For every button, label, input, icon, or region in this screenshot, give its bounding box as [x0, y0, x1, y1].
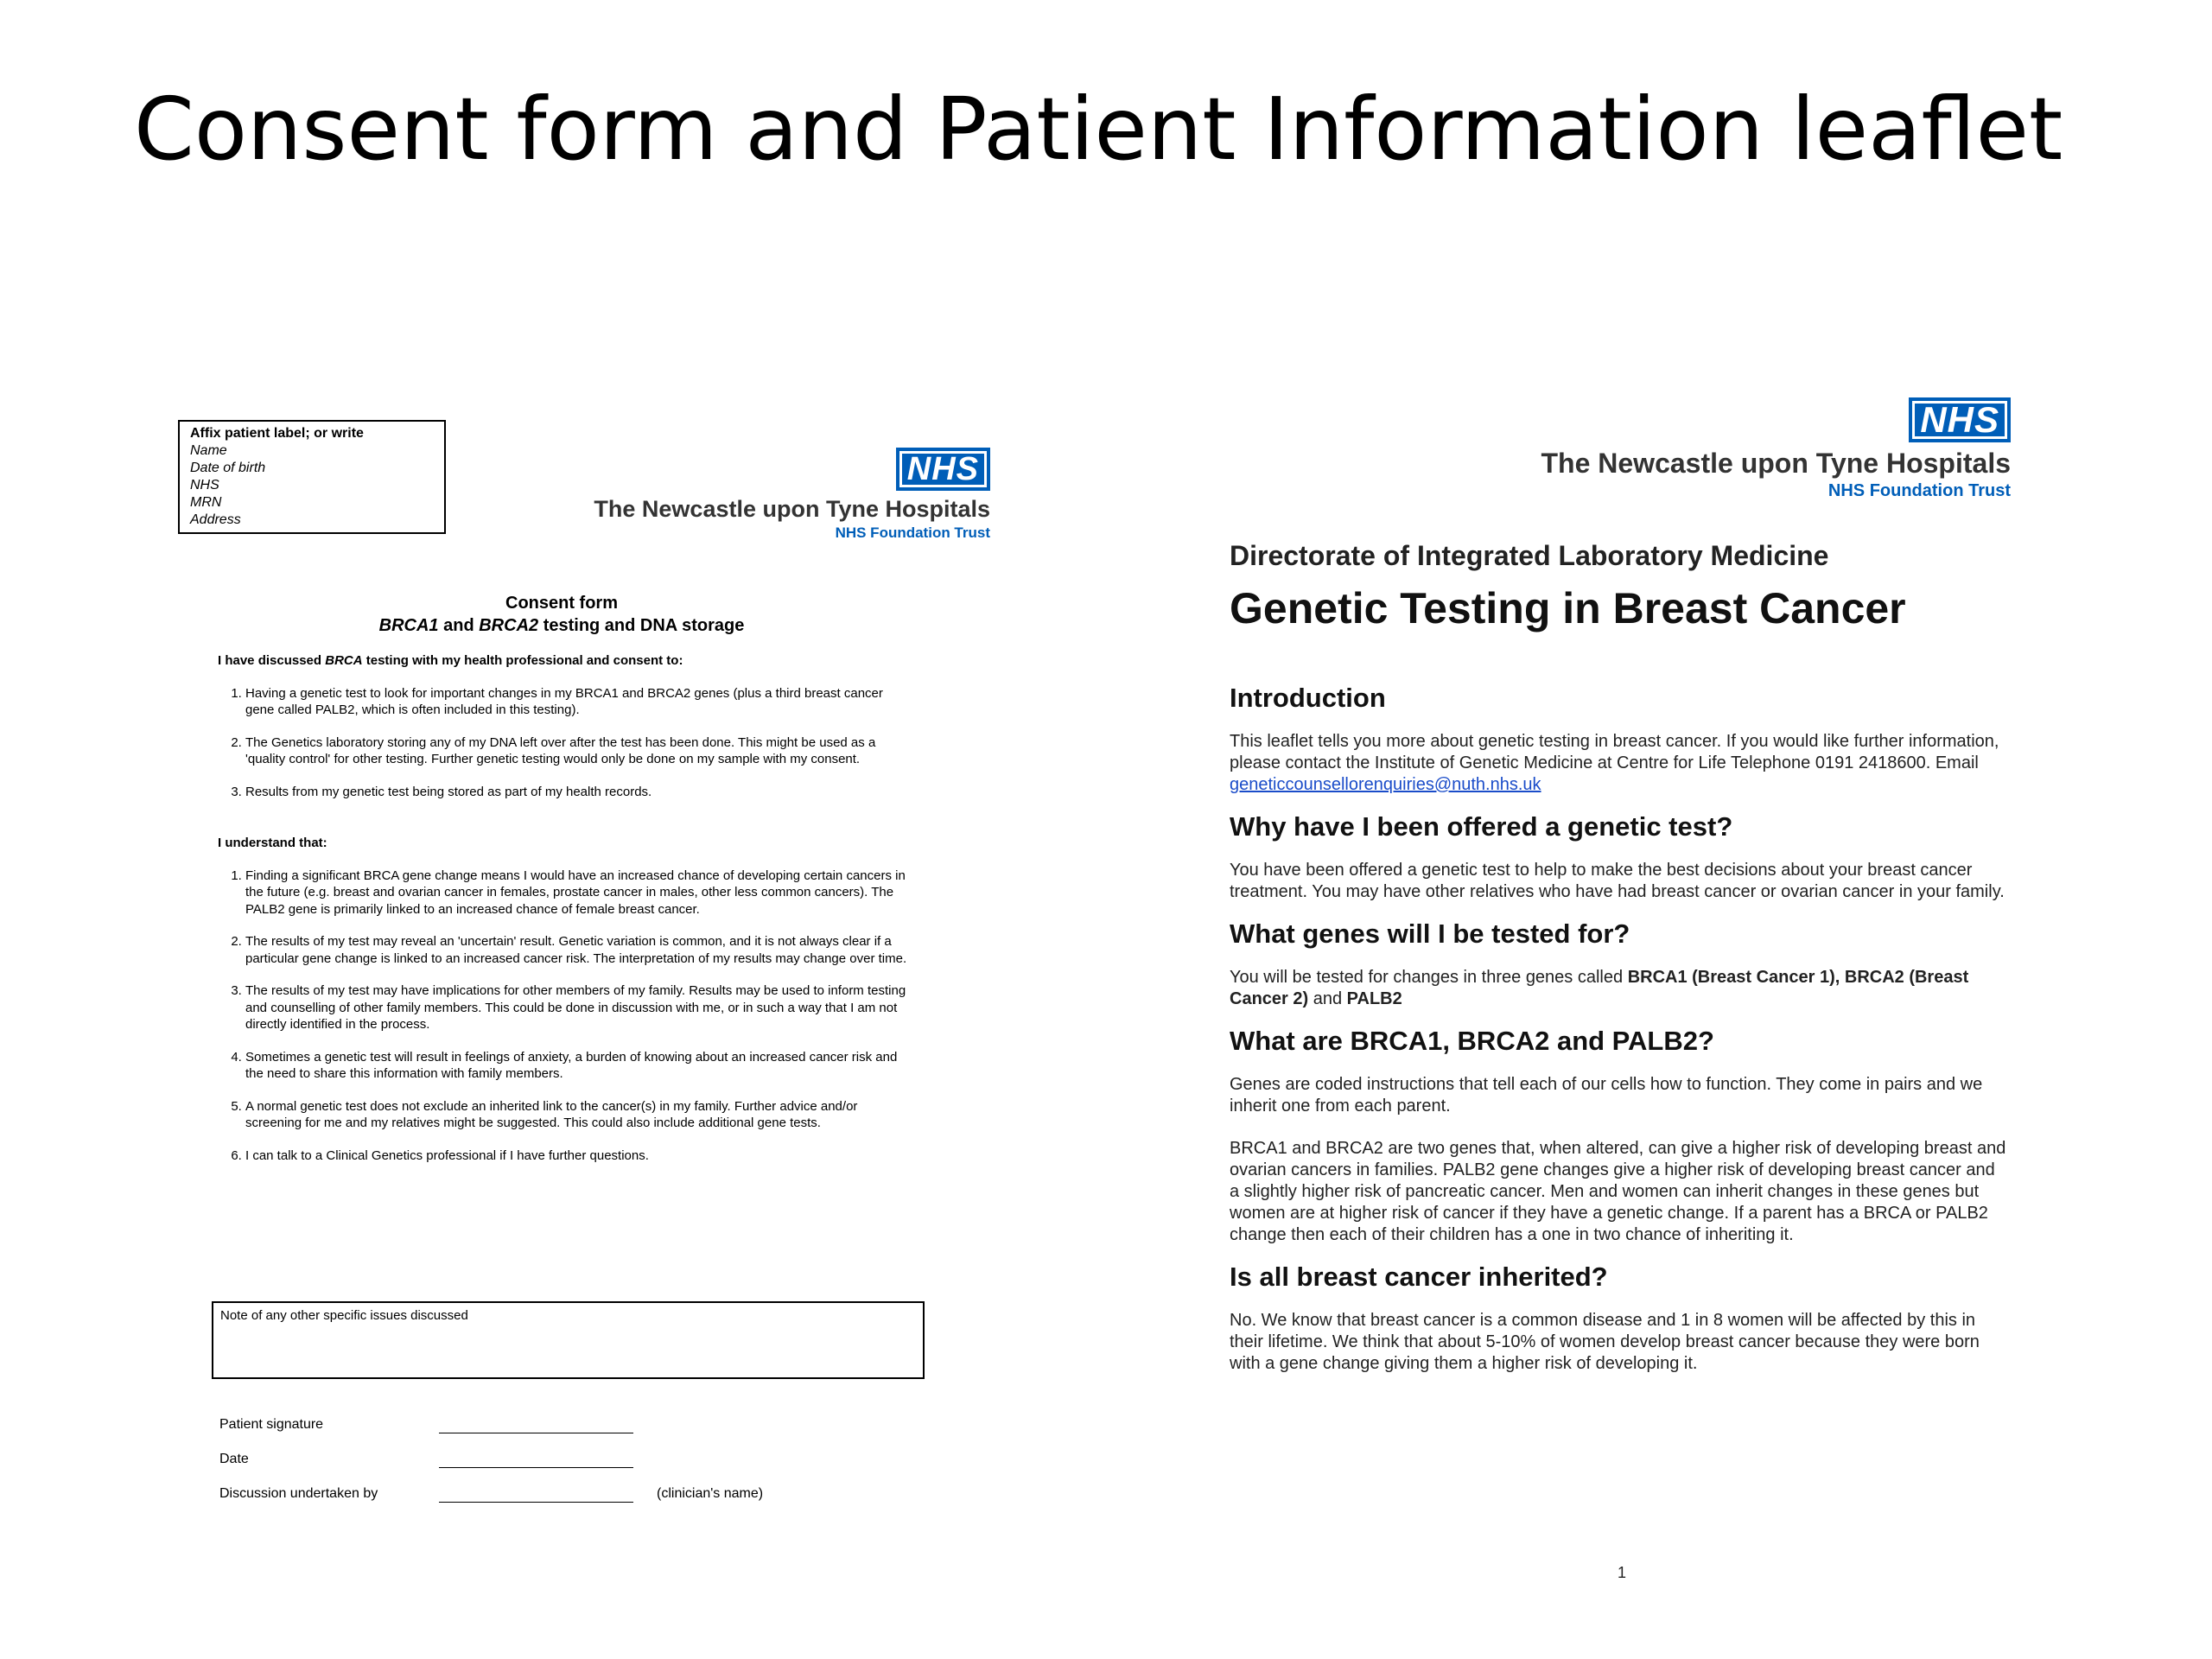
genes-text: You will be tested for changes in three genes called BRCA1 (Breast Cancer 1), BRCA2 (Breast Cancer 2) and PALB2 — [1230, 968, 1969, 1008]
list-item: 2. The Genetics laboratory storing any of my DNA left over after the test has been done. This might be used as a 'quality control' for other testing. Further genetic testing would only be done on my sample with my consent. — [245, 734, 909, 768]
consent-body — [218, 652, 909, 1185]
patient-signature-line[interactable] — [439, 1417, 633, 1433]
what-text-2: BRCA1 and BRCA2 are two genes that, when altered, can give a higher risk of developing breast and ovarian cancers in families. PALB2 gene changes give a higher risk of developing breast cancer and a slightly higher risk of pancreatic cancer. Men and women can inherit changes in these genes but women are at higher risk of cancer if they have a genetic change. If a parent has a BRCA or PALB2 change then each of their children has a one in two chance of inheriting it. — [1230, 1139, 2006, 1244]
what-heading: What are BRCA1, BRCA2 and PALB2? — [1230, 1026, 1714, 1056]
why-text: You have been offered a genetic test to help to make the best decisions about your breast cancer treatment. You may have other relatives who have had breast cancer or ovarian cancer in your family. — [1230, 861, 2005, 901]
leaflet-body — [1230, 683, 2007, 1390]
patient-label-field-name: Name — [190, 443, 227, 458]
patient-label-field-dob: Date of birth — [190, 461, 266, 475]
date-line[interactable] — [439, 1452, 633, 1468]
inherited-heading: Is all breast cancer inherited? — [1230, 1262, 1608, 1292]
consent-list — [218, 685, 909, 801]
trust-name: The Newcastle upon Tyne Hospitals — [1541, 448, 2011, 479]
list-item: 1. Finding a significant BRCA gene change means I would have an increased chance of developing certain cancers in the future (e.g. breast and ovarian cancer in females, prostate cancer in males, other less common cancers). The PALB2 gene is primarily linked to an increased chance of female breast cancer. — [245, 868, 909, 918]
list-item: 6. I can talk to a Clinical Genetics professional if I have further questions. — [245, 1147, 909, 1165]
patient-label-field-address: Address — [190, 512, 241, 527]
date-label: Date — [219, 1452, 249, 1466]
consent-heading — [173, 592, 950, 637]
trust-name: The Newcastle upon Tyne Hospitals — [594, 496, 990, 522]
patient-label-field-mrn: MRN — [190, 495, 222, 510]
patient-leaflet-page — [1227, 393, 2009, 1603]
trust-subtitle: NHS Foundation Trust — [835, 524, 990, 541]
patient-label-box — [178, 420, 446, 534]
consent-intro: I have discussed BRCA testing with my health professional and consent to: — [218, 653, 683, 668]
list-item: 1. Having a genetic test to look for important changes in my BRCA1 and BRCA2 genes (plus a third breast cancer gene called PALB2, which is often included in this testing). — [245, 685, 909, 719]
list-item: 3. Results from my genetic test being stored as part of my health records. — [245, 784, 909, 801]
trust-subtitle: NHS Foundation Trust — [1827, 481, 2011, 500]
consent-heading-line2: BRCA1 and BRCA2 testing and DNA storage — [378, 616, 745, 635]
genes-heading: What genes will I be tested for? — [1230, 918, 1630, 949]
patient-label-field-nhs: NHS — [190, 478, 219, 493]
nhs-logo-icon: NHS — [1909, 397, 2011, 442]
inherited-text: No. We know that breast cancer is a common disease and 1 in 8 women will be affected by this in their lifetime. We think that about 5-10% of women develop breast cancer because they were born with a gene change giving them a higher risk of developing it. — [1230, 1311, 1980, 1373]
intro-heading: Introduction — [1230, 683, 1386, 713]
nhs-trust-logo — [594, 448, 990, 542]
list-item: 3. The results of my test may have implications for other members of my family. Results may be used to inform testing and counselling of other family members. This could be done in discussion with me, or in such a way that I am not directly identified in the process. — [245, 982, 909, 1033]
leaflet-title: Genetic Testing in Breast Cancer — [1230, 584, 1906, 632]
slide-title: Consent form and Patient Information leaflet — [134, 79, 2063, 180]
nhs-trust-logo — [1541, 397, 2011, 501]
intro-text: This leaflet tells you more about genetic testing in breast cancer. If you would like further information, please contact the Institute of Genetic Medicine at Centre for Life Telephone 0191 2418600. Email geneticcounsellorenquiries@nuth.nhs.uk — [1230, 732, 1999, 794]
list-item: 5. A normal genetic test does not exclude an inherited link to the cancer(s) in my family. Further advice and/or screening for me and my relatives might be suggested. This could also include additional gene tests. — [245, 1098, 909, 1132]
consent-heading-line1: Consent form — [505, 594, 618, 613]
notes-box[interactable] — [212, 1301, 925, 1379]
why-heading: Why have I been offered a genetic test? — [1230, 811, 1733, 842]
directorate-heading: Directorate of Integrated Laboratory Medicine — [1230, 540, 1829, 571]
page-number: 1 — [1618, 1564, 1627, 1581]
consent-form-page — [173, 415, 990, 1512]
nhs-logo-icon: NHS — [896, 448, 990, 491]
list-item: 4. Sometimes a genetic test will result in feelings of anxiety, a burden of knowing about an increased cancer risk and the need to share this information with family members. — [245, 1049, 909, 1083]
patient-signature-label: Patient signature — [219, 1417, 324, 1432]
what-text-1: Genes are coded instructions that tell each of our cells how to function. They come in pairs and we inherit one from each parent. — [1230, 1075, 1983, 1116]
notes-label: Note of any other specific issues discussed — [220, 1308, 468, 1323]
list-item: 2. The results of my test may reveal an 'uncertain' result. Genetic variation is common, and it is not always clear if a particular gene change is linked to an increased cancer risk. The interpretation of my results may change over time. — [245, 933, 909, 967]
email-link[interactable]: geneticcounsellorenquiries@nuth.nhs.uk — [1230, 775, 1541, 794]
discussion-label: Discussion undertaken by — [219, 1486, 378, 1501]
patient-label-title: Affix patient label; or write — [190, 426, 364, 441]
understand-list — [218, 868, 909, 1165]
understand-heading: I understand that: — [218, 836, 327, 850]
clinician-name-line[interactable] — [439, 1486, 633, 1503]
clinician-name-suffix: (clinician's name) — [657, 1486, 764, 1501]
